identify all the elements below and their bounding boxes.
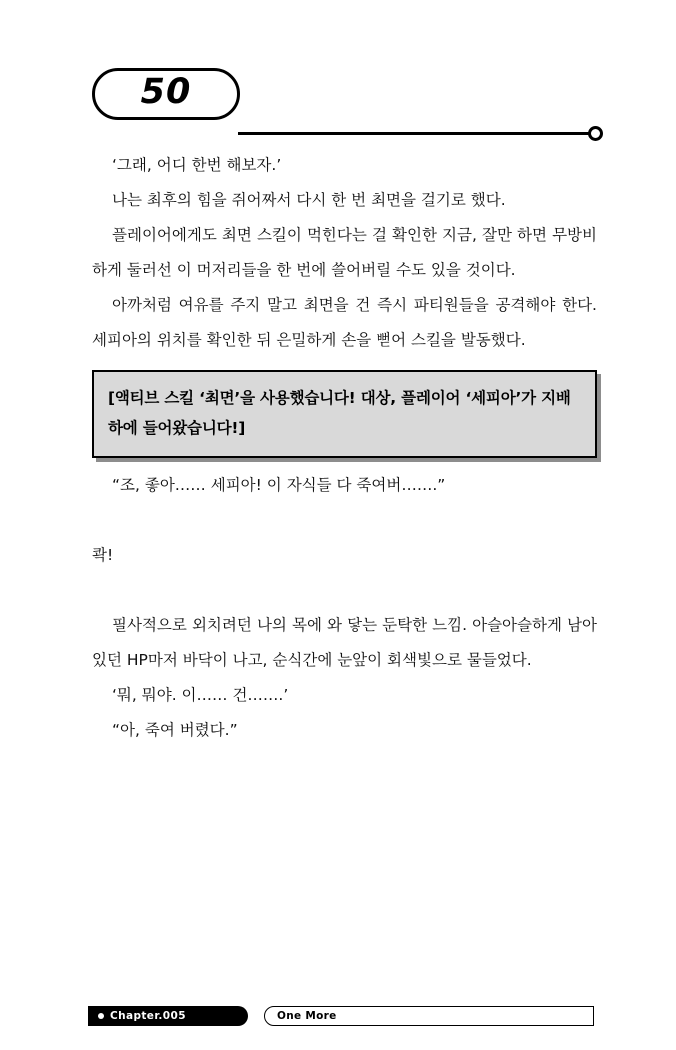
system-message-text: [액티브 스킬 ‘최면’을 사용했습니다! 대상, 플레이어 ‘세피아’가 지배하에 들어왔습니다!]: [108, 389, 571, 437]
footer-chapter-tag: [88, 1006, 248, 1026]
paragraph: 아까처럼 여유를 주지 말고 최면을 건 즉시 파티원들을 공격해야 한다. 세피아의 위치를 확인한 뒤 은밀하게 손을 뻗어 스킬을 발동했다.: [92, 296, 597, 349]
chapter-header: [0, 68, 676, 138]
paragraph: “아, 죽여 버렸다.”: [112, 721, 238, 739]
footer-section-label: One More: [277, 1010, 337, 1022]
page-footer: [0, 988, 676, 1050]
paragraph: “조, 좋아…… 세피아! 이 자식들 다 죽여버…….”: [112, 476, 446, 494]
page-body: [92, 148, 597, 748]
header-divider-line: [238, 132, 594, 135]
paragraph: 플레이어에게도 최면 스킬이 먹힌다는 걸 확인한 지금, 잘만 하면 무방비하게 둘러선 이 머저리들을 한 번에 쓸어버릴 수도 있을 것이다.: [92, 226, 597, 279]
paragraph: ‘그래, 어디 한번 해보자.’: [112, 156, 282, 174]
footer-section-tag: [264, 1006, 594, 1026]
system-message-box: [92, 370, 597, 458]
chapter-number: 50: [140, 72, 192, 112]
paragraph: 콱!: [92, 546, 114, 564]
paragraph: 필사적으로 외치려던 나의 목에 와 닿는 둔탁한 느낌. 아슬아슬하게 남아 있던 HP마저 바닥이 나고, 순식간에 눈앞이 회색빛으로 물들었다.: [92, 616, 597, 669]
paragraph: 나는 최후의 힘을 쥐어짜서 다시 한 번 최면을 걸기로 했다.: [112, 191, 506, 209]
bullet-dot-icon: [98, 1013, 104, 1019]
paragraph-spacer: [92, 573, 597, 608]
paragraph-spacer: [92, 503, 597, 538]
footer-chapter-label: Chapter.005: [110, 1010, 186, 1022]
chapter-number-badge: [92, 68, 240, 120]
paragraph: ‘뭐, 뭐야. 이…… 건…….’: [112, 686, 289, 704]
header-end-dot-icon: [588, 126, 603, 141]
